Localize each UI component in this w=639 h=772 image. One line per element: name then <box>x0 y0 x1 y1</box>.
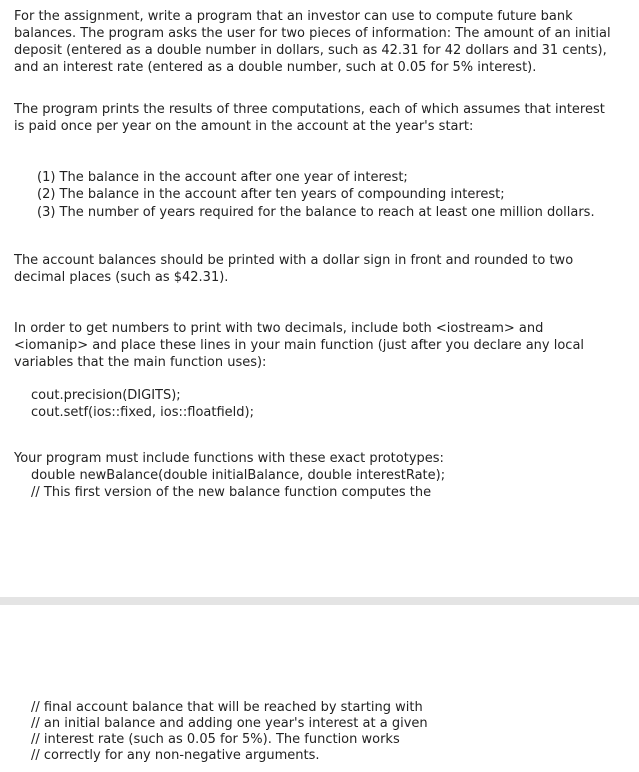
code-comment-line-3: // an initial balance and adding one year's interest at a given <box>31 716 428 731</box>
code-comment-line-5: // correctly for any non-negative arguments. <box>31 748 320 763</box>
paragraph-computations-line-2: is paid once per year on the amount in the account at the year's start: <box>14 119 474 134</box>
code-comment-line-4: // interest rate (such as 0.05 for 5%). The function works <box>31 732 400 747</box>
paragraph-intro-line-1: For the assignment, write a program that an investor can use to compute future bank <box>14 9 573 24</box>
paragraph-prototypes: Your program must include functions with these exact prototypes: <box>14 451 444 466</box>
paragraph-precision-line-1: In order to get numbers to print with two decimals, include both <iostream> and <box>14 321 544 336</box>
code-line-precision: cout.precision(DIGITS); <box>31 388 181 403</box>
paragraph-format-line-2: decimal places (such as $42.31). <box>14 270 229 285</box>
paragraph-intro-line-2: balances. The program asks the user for two pieces of information: The amount of an initial <box>14 26 611 41</box>
paragraph-precision-line-3: variables that the main function uses): <box>14 355 267 370</box>
paragraph-intro-line-4: and an interest rate (entered as a double number, such at 0.05 for 5% interest). <box>14 60 537 75</box>
code-line-prototype: double newBalance(double initialBalance, double interestRate); <box>31 468 446 483</box>
code-comment-line-1: // This first version of the new balance function computes the <box>31 485 432 500</box>
paragraph-precision-line-2: <iomanip> and place these lines in your main function (just after you declare any local <box>14 338 585 353</box>
code-comment-line-2: // final account balance that will be reached by starting with <box>31 700 423 715</box>
paragraph-computations-line-1: The program prints the results of three computations, each of which assumes that interest <box>14 102 605 117</box>
list-item-1: (1) The balance in the account after one year of interest; <box>37 170 408 185</box>
paragraph-format-line-1: The account balances should be printed with a dollar sign in front and rounded to two <box>14 253 574 268</box>
page-divider <box>0 597 639 605</box>
code-line-setf: cout.setf(ios::fixed, ios::floatfield); <box>31 405 254 420</box>
list-item-3: (3) The number of years required for the balance to reach at least one million dollars. <box>37 205 595 220</box>
list-item-2: (2) The balance in the account after ten years of compounding interest; <box>37 187 505 202</box>
paragraph-intro-line-3: deposit (entered as a double number in dollars, such as 42.31 for 42 dollars and 31 cents), <box>14 43 607 58</box>
